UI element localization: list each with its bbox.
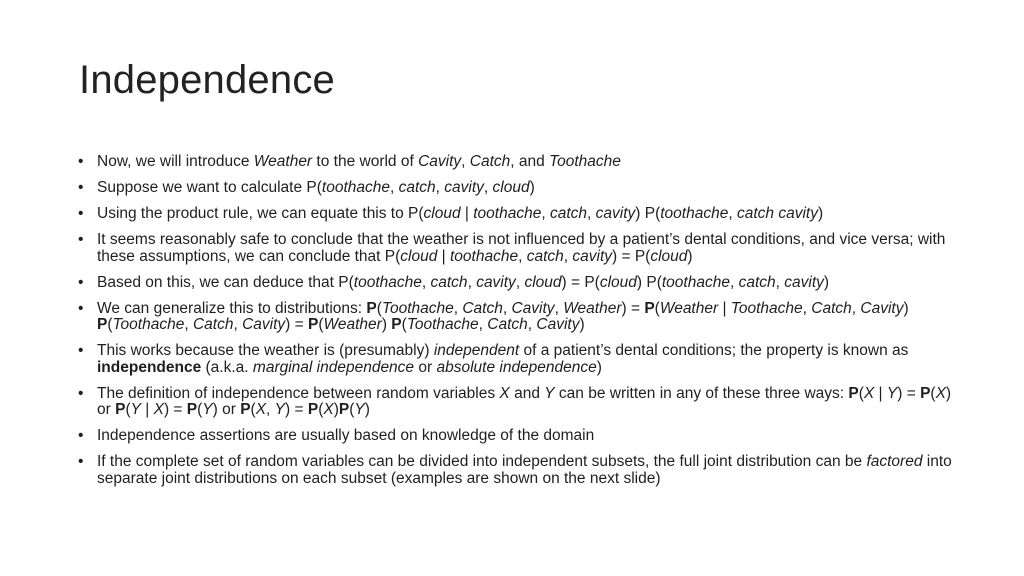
bullet-text-run: ) — [596, 358, 602, 376]
bullet-text-run: | — [718, 299, 731, 317]
bullet-text-run: X — [153, 401, 164, 418]
bullet-text-run: , — [453, 299, 463, 317]
bullet-text-run: Based on this, we can deduce that P( — [97, 273, 354, 291]
bullet-text-run: ) = P( — [561, 273, 600, 291]
bullet-text-run: Catch — [469, 153, 511, 170]
bullet-text-run: Cavity — [536, 316, 580, 333]
bullet-text-run: ) = — [897, 384, 921, 402]
bullet-text-run: Y — [886, 384, 898, 402]
bullet-text-run: ) — [687, 247, 693, 265]
bullet-text-run: ( — [107, 316, 113, 333]
bullet-text-run: and — [509, 384, 545, 402]
bullet-text-run: marginal independence — [252, 358, 415, 376]
bullet-item — [78, 154, 958, 171]
bullet-text-run: P — [366, 299, 377, 317]
bullet-text-run: ( — [250, 401, 256, 418]
bullet-text-run: , — [728, 205, 737, 222]
bullet-text-run: Catch — [487, 316, 528, 333]
bullet-text-run: (a.k.a. — [201, 358, 253, 376]
bullet-text-run: , — [266, 401, 275, 418]
bullet-text-run: P — [307, 401, 319, 418]
bullet-text-run: toothache — [473, 205, 542, 222]
bullet-text-run: toothache — [321, 179, 390, 196]
bullet-text-run: | — [874, 384, 887, 402]
bullet-text-run: P — [240, 401, 251, 418]
bullet-text-run: , — [478, 316, 488, 333]
bullet-text-run: P — [848, 384, 859, 402]
bullet-text-run: Cavity — [860, 299, 904, 317]
bullet-text-run: ) or — [212, 401, 241, 418]
bullet-text-run: P — [391, 316, 402, 333]
bullet-text-run: Using the product rule, we can equate this to P( — [97, 205, 424, 222]
bullet-text-run: , — [554, 299, 564, 317]
bullet-text-run: Catch — [462, 299, 503, 317]
bullet-text-run: | — [437, 247, 450, 265]
bullet-text-run: , — [587, 205, 596, 222]
bullet-text-run: , — [518, 247, 527, 265]
bullet-text-run: , — [541, 205, 550, 222]
bullet-text-run: ( — [125, 401, 131, 418]
bullet-text-run: P — [186, 401, 198, 418]
bullet-item — [78, 386, 958, 419]
bullet-text-run: , — [729, 273, 739, 291]
bullet-text-run: X — [935, 384, 946, 402]
bullet-text-run: Weather — [253, 153, 313, 170]
bullet-text-run: Cavity — [511, 299, 555, 317]
bullet-text-run: This works because the weather is (presumably) — [97, 342, 434, 359]
bullet-text-run: ( — [197, 401, 203, 418]
bullet-text-run: ( — [318, 316, 324, 333]
bullet-text-run: ( — [349, 401, 355, 418]
bullet-text-run: independent — [433, 342, 520, 359]
bullet-text-run: ) or — [97, 384, 952, 418]
bullet-text-run: Suppose we want to calculate P( — [97, 179, 322, 196]
bullet-text-run: ( — [930, 384, 936, 402]
bullet-text-run: independence — [97, 358, 202, 376]
bullet-text-run: X — [863, 384, 875, 402]
bullet-text-run: cloud — [423, 205, 461, 222]
bullet-text-run: , — [851, 299, 861, 317]
bullet-text-run: ) — [381, 316, 392, 333]
bullet-text-run: Cavity — [418, 153, 462, 170]
bullet-text-run: ( — [401, 316, 407, 333]
bullet-text-run: Toothache — [112, 316, 185, 333]
bullet-text-run: to the world of — [312, 153, 419, 170]
bullet-text-run: P — [115, 401, 126, 418]
bullet-text-run: Toothache — [381, 299, 454, 317]
bullet-text-run: cloud — [524, 273, 562, 291]
bullet-item — [78, 180, 958, 197]
bullet-text-run: catch — [526, 247, 564, 265]
bullet-text-run: ) = — [163, 401, 187, 418]
bullet-text-run: P — [644, 299, 655, 317]
bullet-text-run: catch — [398, 179, 436, 196]
bullet-text-run: , — [421, 273, 431, 291]
bullet-text-run: Toothache — [549, 153, 621, 170]
bullet-text-run: toothache — [449, 247, 519, 265]
bullet-text-run: ( — [318, 401, 324, 418]
bullet-text-run: cavity — [784, 273, 824, 291]
bullet-text-run: , and — [510, 153, 550, 170]
bullet-text-run: toothache — [660, 205, 729, 222]
bullet-text-run: , — [515, 273, 525, 291]
bullet-text-run: Y — [202, 401, 213, 418]
bullet-text-run: ) P( — [635, 205, 661, 222]
bullet-text-run: , — [389, 179, 399, 196]
bullet-text-run: , — [467, 273, 477, 291]
slide-title: Independence — [79, 58, 335, 102]
bullet-text-run: It seems reasonably safe to conclude that the weather is not influenced by a patient’s dental conditions, and vice versa; with these assumptions, we can conclude that P( — [97, 231, 946, 265]
bullet-text-run: ) — [579, 316, 585, 333]
bullet-text-run: Y — [354, 401, 365, 418]
bullet-text-run: ) — [903, 299, 909, 317]
bullet-text-run: toothache — [661, 273, 730, 291]
bullet-text-run: cavity — [572, 247, 613, 265]
bullet-text-run: , — [563, 247, 573, 265]
bullet-text-run: catch — [738, 273, 776, 291]
bullet-text-run: , — [435, 179, 445, 196]
bullet-text-run: Catch — [811, 299, 852, 317]
bullet-text-run: ) = — [285, 316, 308, 333]
bullet-text-run: | — [140, 401, 154, 418]
bullet-text-run: P — [338, 401, 350, 418]
bullet-text-run: , — [775, 273, 785, 291]
bullet-text-run: of a patient’s dental conditions; the property is known as — [519, 342, 909, 359]
bullet-text-run: ) P( — [636, 273, 662, 291]
bullet-text-run: absolute independence — [436, 358, 597, 376]
bullet-text-run: can be written in any of these three ways: — [554, 384, 849, 402]
bullet-text-run: Weather — [659, 299, 719, 317]
bullet-list — [78, 154, 958, 497]
bullet-text-run: Now, we will introduce — [97, 153, 254, 170]
bullet-text-run: X — [255, 401, 267, 418]
bullet-text-run: factored — [866, 453, 923, 470]
bullet-text-run: If the complete set of random variables can be divided into independent subsets, the full joint distribution can be — [97, 453, 867, 470]
bullet-text-run: ) — [364, 401, 370, 418]
bullet-text-run: X — [499, 384, 510, 402]
bullet-text-run: ) — [529, 179, 535, 196]
bullet-text-run: Y — [130, 401, 141, 418]
bullet-text-run: ) — [333, 401, 339, 418]
bullet-text-run: cavity — [595, 205, 636, 222]
bullet-text-run: cloud — [599, 273, 637, 291]
bullet-item — [78, 206, 958, 223]
bullet-text-run: X — [323, 401, 334, 418]
bullet-text-run: Catch — [192, 316, 234, 333]
bullet-text-run: P — [920, 384, 931, 402]
bullet-item — [78, 428, 958, 445]
bullet-item — [78, 275, 958, 292]
bullet-text-run: Independence assertions are usually based on knowledge of the domain — [97, 427, 595, 444]
bullet-text-run: catch cavity — [736, 205, 818, 222]
bullet-text-run: ( — [376, 299, 382, 317]
bullet-text-run: ) = — [621, 299, 645, 317]
bullet-text-run: , — [527, 316, 537, 333]
bullet-text-run: , — [502, 299, 512, 317]
bullet-text-run: ) = P( — [612, 247, 651, 265]
bullet-text-run: cloud — [492, 179, 530, 196]
bullet-text-run: cavity — [476, 273, 516, 291]
bullet-text-run: , — [483, 179, 493, 196]
bullet-text-run: Weather — [323, 316, 382, 333]
bullet-text-run: We can generalize this to distributions: — [97, 299, 367, 317]
bullet-text-run: Y — [274, 401, 286, 418]
bullet-item — [78, 454, 958, 487]
bullet-text-run: P — [308, 316, 319, 333]
bullet-item — [78, 232, 958, 265]
bullet-text-run: | — [460, 205, 474, 222]
bullet-text-run: ( — [858, 384, 864, 402]
bullet-item — [78, 301, 958, 334]
bullet-text-run: The definition of independence between random variables — [97, 384, 500, 402]
bullet-text-run: Weather — [563, 299, 622, 317]
bullet-text-run: Cavity — [242, 316, 286, 333]
bullet-text-run: cloud — [650, 247, 688, 265]
bullet-text-run: catch — [430, 273, 468, 291]
bullet-text-run: P — [97, 316, 108, 333]
bullet-text-run: , — [233, 316, 243, 333]
bullet-text-run: , — [184, 316, 193, 333]
bullet-item — [78, 343, 958, 376]
bullet-text-run: ( — [654, 299, 660, 317]
bullet-text-run: Toothache — [406, 316, 479, 333]
bullet-text-run: , — [802, 299, 812, 317]
bullet-text-run: ) = — [285, 401, 308, 418]
bullet-text-run: ) — [823, 273, 830, 291]
bullet-text-run: cavity — [444, 179, 484, 196]
bullet-text-run: Y — [544, 384, 555, 402]
bullet-text-run: Toothache — [730, 299, 803, 317]
bullet-text-run: or — [414, 358, 437, 376]
bullet-text-run: into separate joint distributions on each subset (examples are shown on the next slide) — [97, 453, 952, 487]
bullet-text-run: catch — [549, 205, 588, 222]
bullet-text-run: ) — [817, 205, 824, 222]
bullet-text-run: toothache — [353, 273, 422, 291]
bullet-text-run: , — [461, 153, 470, 170]
bullet-text-run: cloud — [400, 247, 438, 265]
